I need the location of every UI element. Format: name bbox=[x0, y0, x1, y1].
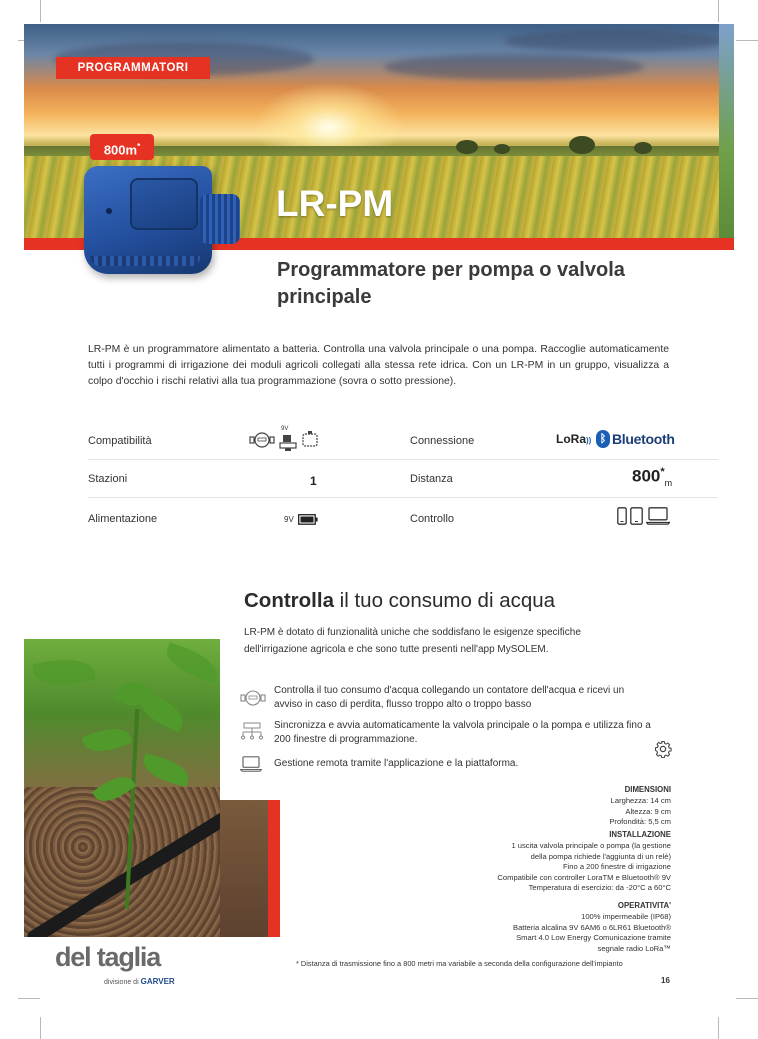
operativity-line: Batteria alcalina 9V 6AM6 o 6LR61 Bluetooth® bbox=[513, 922, 671, 932]
operativity-block bbox=[513, 901, 671, 954]
stations-value: 1 bbox=[310, 474, 317, 488]
control-icons bbox=[617, 507, 670, 525]
crop-mark bbox=[718, 1017, 719, 1039]
seedling-photo bbox=[24, 639, 220, 937]
operativity-line: Smart 4.0 Low Energy Comunicazione tramite bbox=[516, 933, 671, 943]
spec-row-stations-distance bbox=[88, 460, 718, 498]
operativity-title: OPERATIVITA' bbox=[617, 901, 671, 910]
range-badge: 800m* bbox=[90, 134, 154, 160]
category-label: PROGRAMMATORI bbox=[56, 57, 210, 79]
feature-text: Controlla il tuo consumo d'acqua collegando un contatore dell'acqua e ricevi un avviso in caso di perdita, flusso troppo alto o troppo basso bbox=[274, 685, 625, 710]
connection-label: Connessione bbox=[410, 435, 475, 447]
crop-mark bbox=[736, 40, 758, 41]
product-image bbox=[84, 166, 242, 276]
crop-mark bbox=[18, 998, 40, 999]
tree bbox=[494, 144, 510, 154]
section-title: Controlla il tuo consumo di acqua bbox=[244, 589, 556, 612]
battery-indicator bbox=[284, 514, 318, 525]
phone-icon bbox=[617, 507, 627, 525]
brand-logo: del taglia bbox=[55, 942, 161, 972]
crop-mark bbox=[736, 998, 758, 999]
next-page-edge bbox=[719, 24, 734, 238]
compat-label: Compatibilità bbox=[88, 435, 152, 447]
laptop-icon bbox=[240, 756, 262, 772]
red-accent-bar bbox=[268, 800, 280, 937]
distance-label: Distanza bbox=[410, 473, 453, 485]
installation-line: Compatibile con controller LoraTM e Bluetooth® 9V bbox=[497, 872, 671, 882]
water-meter-icon bbox=[240, 689, 266, 707]
division-label: divisione di GARVER bbox=[104, 977, 175, 986]
installation-block bbox=[497, 830, 671, 893]
operativity-line: 100% impermeabile (IP68) bbox=[581, 912, 671, 922]
footnote: * Distanza di trasmissione fino a 800 metri ma variabile a seconda della configurazione dell'impianto bbox=[296, 959, 623, 968]
laptop-icon bbox=[646, 507, 670, 525]
cloud bbox=[504, 30, 724, 52]
spec-row-compat-connection bbox=[88, 422, 718, 460]
pressure-sensor-icon bbox=[301, 431, 319, 449]
installation-line: della pompa richiede l'aggiunta di un relè) bbox=[530, 851, 671, 861]
dimensions-title: DIMENSIONI bbox=[624, 785, 671, 794]
section-intro: LR-PM è dotato di funzionalità uniche che soddisfano le esigenze specifiche dell'irrigazione agricola e che sono tutte presenti nell'app MySOLEM. bbox=[244, 627, 581, 655]
power-label: Alimentazione bbox=[88, 513, 158, 525]
crop-mark bbox=[40, 0, 41, 22]
feature-text: Gestione remota tramite l'applicazione e la piattaforma. bbox=[274, 758, 519, 769]
power-value: 9V bbox=[284, 515, 294, 524]
9v-battery-valve-icon: 9V bbox=[279, 430, 297, 450]
valve-network-icon bbox=[240, 722, 264, 740]
tablet-icon bbox=[630, 507, 643, 525]
tree bbox=[634, 142, 652, 154]
bluetooth-icon: ᛒ bbox=[596, 430, 610, 448]
dimension-line: Profondità: 5,5 cm bbox=[609, 817, 671, 827]
gear-icon bbox=[654, 740, 672, 758]
installation-line: Fino a 200 finestre di irrigazione bbox=[562, 862, 671, 872]
installation-title: INSTALLAZIONE bbox=[609, 830, 671, 839]
distance-value: $800^*_m$ bbox=[632, 466, 673, 489]
cloud bbox=[384, 54, 644, 80]
installation-line: Temperatura di esercizio: da -20°C a 60°C bbox=[528, 883, 671, 893]
lora-logo: LoRa)) bbox=[556, 432, 592, 446]
compat-icons bbox=[249, 426, 319, 450]
dimension-line: Altezza: 9 cm bbox=[625, 806, 671, 816]
installation-line: 1 uscita valvola principale o pompa (la gestione bbox=[511, 841, 671, 851]
product-subtitle: Programmatore per pompa o valvola principale bbox=[277, 259, 625, 308]
feature-text: Sincronizza e avvia automaticamente la valvola principale o la pompa e utilizza fino a 200 finestre di programmazione. bbox=[274, 720, 651, 745]
product-code: LR-PM bbox=[276, 183, 394, 224]
page-number: 16 bbox=[661, 976, 670, 985]
tree bbox=[569, 136, 595, 154]
bluetooth-logo: ᛒ Bluetooth bbox=[596, 430, 675, 448]
crop-mark bbox=[718, 0, 719, 22]
control-label: Controllo bbox=[410, 513, 455, 525]
battery-icon bbox=[298, 514, 318, 525]
dimensions-block bbox=[609, 785, 671, 828]
tree bbox=[456, 140, 478, 154]
crop-mark bbox=[40, 1017, 41, 1039]
operativity-line: segnale radio LoRa™ bbox=[597, 943, 671, 953]
dimension-line: Larghezza: 14 cm bbox=[610, 796, 671, 806]
water-meter-icon bbox=[249, 431, 275, 449]
spec-row-power-control bbox=[88, 498, 718, 536]
stations-label: Stazioni bbox=[88, 473, 128, 485]
product-intro: LR-PM è un programmatore alimentato a batteria. Controlla una valvola principale o una pompa. Raccoglie automaticamente tutti i programmi di irrigazione dei moduli agricoli collegati alla stessa rete idrica. Con un LR-PM in un gruppo, visualizza a colpo d'occhio i rischi relativi alla tua programmazione (sovra o sotto pressione). bbox=[88, 344, 669, 387]
